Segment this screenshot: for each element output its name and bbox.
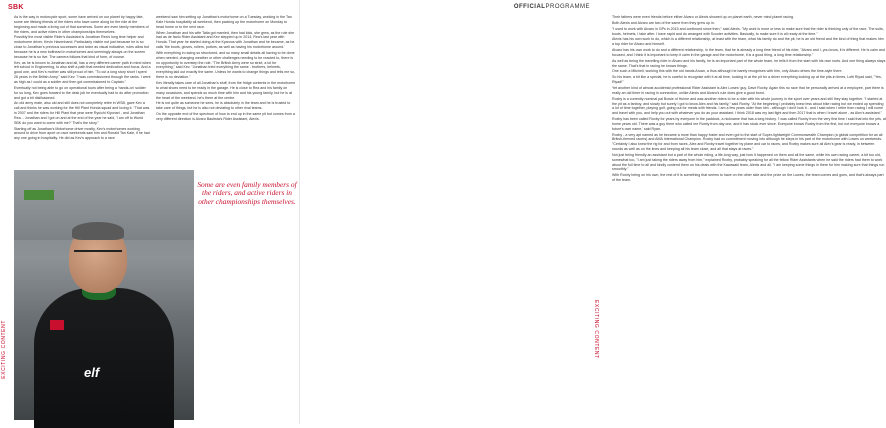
paragraph: With everything in racing so structured, and so many small details all having to be done when needed, changing weather or other challenges needing to be reacted to, there is no opportunity to overstep the role. "The British Army were so strict, a lot for everything," said Kev. "Jonathan tried everything the same - brothers, helmets, everything laid out exactly the same. Unless he wants to change things and tells me so, there is no deviation." xyxy=(156,50,296,80)
article-column-2 xyxy=(156,15,296,121)
paragraph: Roxby is a currently nominal pal Bowie of Hulme and was another riders to be a rider with his whole journey in the sport over years and still they stay together. "I started at the pit as a fanboy, and slowly but surely I got to know Alex and his family," said Roxby. "At the beginning I probably knew less about bike racing but we ended up spending a lot of time together, playing golf, going out for meals with friends. I am a few years older than him - although I don't look it - and I said when I retire from racing I will come and travel with you, and help you out with whatever you do as your assistant. I think 2018 was my last fight and then 2017 that is when I travel alone - as Alex's assistant." xyxy=(612,96,884,116)
pull-quote: Some are even family members of the riders, and active riders in other championships themselves. xyxy=(197,180,297,206)
paragraph: With Roxby being on his own, the rest of it is something that seems to have on the other side and the prize on the Lowes, the team comes and goes, and that's always part of the team. xyxy=(612,173,884,183)
left-page xyxy=(0,0,300,424)
paragraph: Roxby has been called Roxby for years by everyone in the paddock, a nickname that has a long history. 'I was called Roxby from the very first time I said that into the pits, at home years old. There was a guy there who called me Roxby from day one, and it has stuck ever since. Everyone knows Roxby from the first, but not everyone knows a future's own name,' said Ryan. xyxy=(612,117,886,131)
paragraph: Roxby - a very apt named as he became a more than happy foster and even got to the start of Super-lightweight Commonwealth Champion (a global competition for an all British-themed racers) and AMA International Champion. Roxby had no commitment moving into although he steps in his part of the motorhome with Lowes on weekends. "Certainly I also knew the rig for and from races, Alex and Roxby travel together by plane and car to races, and Roxby makes sure all Alex's gear is ready, in between rounds as well as on the lines and keeping all his team close, and all that stays at races." xyxy=(612,132,883,152)
pit-sign xyxy=(24,190,54,200)
team-badge xyxy=(50,320,64,330)
paragraph: weekend saw him setting up Jonathan's motorhome on a Tuesday, working in the Tan Kale Honda hospitality all weekend, then packing up the motorhome on Monday to head home or to the next race. xyxy=(156,15,292,29)
programme-header-bold: OFFICIAL xyxy=(513,4,546,10)
paragraph: So his team, a bit like a special, he is careful to recognise with it at all time, looking in at the pit for a driver everything looking up at the pits-in times, Lotti Riyad said, "Yes, Riyad!" xyxy=(612,75,882,85)
team-shirt xyxy=(34,288,174,428)
sbk-logo: SBK xyxy=(8,4,24,11)
sunglasses xyxy=(74,250,122,260)
programme-header-light: PROGRAMME xyxy=(545,4,590,10)
paragraph: As is the way in motorcycle sport, some have arrived on our planet by happy fate, some are lifelong friends of the riders who have come along for the ride at the beginning and made a living out of that somehow. Some are even family members of the riders, and active riders in other championships themselves. xyxy=(14,15,149,34)
paragraph: As well as being the travelling rider in Alvaro and his family, he is an important part of the whole team, he tells it from the start with his own roots. And one thing always stays the same. That's that in racing he knows things. xyxy=(612,58,886,68)
paragraph: When Jonathan and his wife Tatia got married, then had kids, she grew, as the role she had as de facto Rider Assistant and Kev stepped up in 2014, Rea's last year with Honda. That year he started doing at the Kyarous with Jonathan and he became, as he calls 'the boots, gloves, rollers, pottors, as well as having his motorhome around.' xyxy=(156,30,295,50)
paragraph: Eventually not being able to go on operational tours after being a 'hands-on' soldier for so long, Kev goes forward to the desk job he eventually had to do after promotion and got a bit disillusioned. xyxy=(14,85,149,100)
paragraph: Starting off as Jonathan's Motorhome driver mostly, Kev's motorhomes working around to drive from aport on race weekends saw him and Ronald Tan Kale, if he had any one going in hospitality. He did as Kev's approach to a race xyxy=(14,126,150,141)
paragraph: Their fathers were even friends before either Alvaro or Alexis showed up on planet earth, never mind planet racing. xyxy=(612,15,794,19)
paragraph: He is not quite as someone he sees, he is absolutely in the team and he is trusted to take care of things, but he is also not deviating to other rival teams. xyxy=(156,101,291,111)
paragraph: "I used to work with Alvaro in GPs in 2015 and continued since then," said Alexis. "My work is more or less to make sure that the rider is thinking only of the race. The suits, boots, helmets, I take after. I have rapid and do arranged with Scooter activities. Basically, to make sure it is all ready at the time." xyxy=(612,26,884,36)
paragraph: Possibly the most visible Rider's Assistant is Jonathan Rea's long time helper and motorhome driver, Kevin Havenhand. Particularly visible not just because he is so close to Jonathan's previous successes and twice as visual indicative, rules allow but because he is a new bolthead in motorhomes and seemingly always on the screen because he is so live. The camera follows that kind of form, of course. xyxy=(14,35,150,59)
article-column-1 xyxy=(14,15,151,163)
programme-header xyxy=(514,4,590,10)
paragraph: Both Alexis and Alvaro are two of the same from they grew up in. xyxy=(612,20,715,25)
article-column-3 xyxy=(612,15,886,420)
rider-assistant-photo xyxy=(14,170,194,420)
right-page xyxy=(300,0,886,424)
person-hair xyxy=(72,222,124,240)
paragraph: An old army mate, also old and still does not completely retire in WSB, gave Kev a call and thinks he was working for the Hill Plant Honda squad and loving it. "That was in 2007 and the riders for Hill Plant that year were Ryuichi Kiyonari - and Jonathan Rea. - Jonathan and I got on and at the end of the year he said, 'I am off to World SBK do you want to come with me?' That's the story." xyxy=(14,101,150,125)
paragraph: Not just being friendly an assistant but a part of the whole riding, a life-long way, just how it happened on them and all the same, while his own racing career, a bit too old, somewhat too, "I am just taking the riders away from him," explained Roxby, probably speaking for all the fellow Rider Assistants when he said the riders had them to work about the full time to all and kindly contend them on his deals with the Kawasaki team, Alexis and all. "I am keeping some things in there for him making sure that things run smoothly." xyxy=(612,152,885,172)
paragraph: Kev, as he is known to Jonathan and all, has a very different career path in mind when left school in Engineering, to also shift a path that needed dedication and focus. And a good one, and Kev's mother was still proud of him. "To cut a long story short I spent 26 years in the British Army," said Kev. "I was commissioned through the ranks. I went as high as I could as a soldier and then got commissioned to Captain." xyxy=(14,60,151,84)
paragraph: Alexis has his own work to do, which is a different relationship, at least with the team, what his family do and the pit, he is an old friend and the kind of thing that makes him a top rider for Alvaro and himself. xyxy=(612,37,884,47)
section-tab-left: EXCITING CONTENT xyxy=(1,320,7,379)
paragraph: Yet another kind of almost accidental professional Rider Assistant is Alex Lowes' guy, Dave Roxby. Again this no race that he personally arrived at a employee, part there is really an old timer in racing in connection, unlike Alexis and Alvaro's rule does give a good bond. xyxy=(612,85,884,95)
section-tab-right: EXCITING CONTENT xyxy=(593,300,599,359)
sponsor-logo: elf xyxy=(84,365,100,380)
paragraph: One such a Mitchell, working this with the old hands Aruan, a thus although he barely recognises with him, only Alvaro drives the time-style there. xyxy=(612,69,843,74)
paragraph: On the opposite end of the spectrum of how to end up in the same pit but comes from a very different direction is Alvaro Bautista's Rider Assistant, Alexis. xyxy=(156,112,295,121)
paragraph: Alvaro has his own work to do and a different relationship, in the team, that he is already a long time friend of his rider, "Alvaro and I, you know, it is different. He is calm and focused, and I think it is important to keep it calm in the garage and the motorhome, it is a good thing, a long time relationship." xyxy=(612,48,885,57)
paragraph: Kev literally takes care of all Jonathan's stuff, from the fridge contents in the motorhome to what shoes need to be ready in the garage. He is close to Rea and his family on many occasions, and spends so much time with him and his young family, but he is at the heart of the weekend, he's there at the centre. xyxy=(156,80,296,100)
